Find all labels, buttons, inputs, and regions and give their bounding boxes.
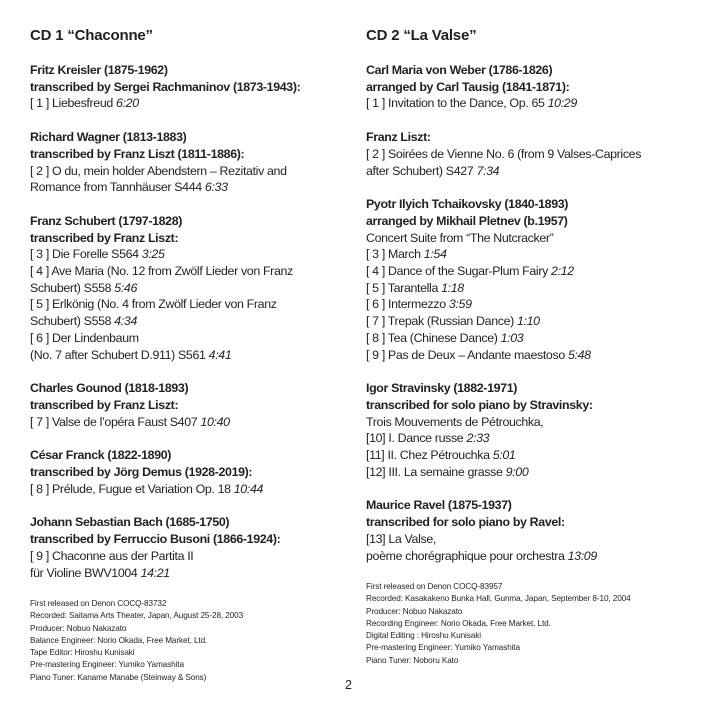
track-duration: 6:33 bbox=[204, 180, 228, 195]
cd1-track-list bbox=[30, 62, 350, 581]
work-section bbox=[366, 497, 686, 564]
track-duration: 9:00 bbox=[505, 464, 529, 479]
work-section bbox=[30, 213, 350, 363]
work-section bbox=[30, 129, 350, 196]
page-number: 2 bbox=[345, 678, 352, 692]
composer-heading: Johann Sebastian Bach (1685-1750) bbox=[30, 515, 230, 530]
track-title: [ 6 ] Der Lindenbaum bbox=[30, 330, 139, 345]
credit-line: Producer: Nobuo Nakazato bbox=[366, 606, 463, 616]
track-title: für Violine BWV1004 bbox=[30, 565, 141, 580]
track-title: [ 7 ] Valse de l’opéra Faust S407 bbox=[30, 414, 201, 429]
track-line bbox=[30, 163, 350, 180]
arranger-heading: transcribed by Jörg Demus (1928-2019): bbox=[30, 465, 253, 480]
track-line bbox=[30, 246, 350, 263]
cd1-column bbox=[30, 26, 350, 684]
track-title: poème chorégraphique pour orchestra bbox=[366, 548, 568, 563]
track-duration: 1:18 bbox=[441, 280, 464, 295]
track-line bbox=[30, 95, 350, 112]
track-duration: 10:44 bbox=[233, 481, 264, 496]
track-line bbox=[366, 347, 686, 364]
track-duration: 5:46 bbox=[114, 280, 138, 295]
arranger-heading: transcribed by Franz Liszt: bbox=[30, 397, 179, 412]
work-section bbox=[30, 62, 350, 112]
track-title: [ 9 ] Chaconne aus der Partita II bbox=[30, 548, 194, 563]
work-section bbox=[30, 514, 350, 581]
track-title: [ 2 ] Soirées de Vienne No. 6 (from 9 Valses-Caprices bbox=[366, 146, 642, 161]
credit-line: Piano Tuner: Noboru Kato bbox=[366, 655, 459, 665]
track-title: [11] II. Chez Pétrouchka bbox=[366, 448, 493, 463]
track-duration: 10:40 bbox=[200, 414, 230, 429]
track-title: [12] III. La semaine grasse bbox=[366, 464, 506, 479]
cd1-credits bbox=[30, 598, 350, 683]
arranger-heading: transcribed by Franz Liszt (1811-1886): bbox=[30, 146, 245, 161]
track-duration: 5:01 bbox=[492, 448, 516, 463]
track-line bbox=[366, 163, 686, 180]
track-line bbox=[366, 146, 686, 163]
cd2-track-list bbox=[366, 62, 686, 564]
credit-line: Digital Editing : Hiroshu Kunisaki bbox=[366, 631, 481, 641]
composer-heading: Maurice Ravel (1875-1937) bbox=[366, 498, 512, 513]
track-title: Schubert) S558 bbox=[30, 280, 115, 295]
track-line bbox=[366, 414, 686, 431]
credit-line: Pre-mastering Engineer: Yumiko Yamashita bbox=[366, 643, 520, 653]
track-title: Trois Mouvements de Pétrouchka, bbox=[366, 414, 544, 429]
track-title: [ 3 ] Die Forelle S564 bbox=[30, 247, 142, 262]
track-line bbox=[30, 280, 350, 297]
track-line bbox=[30, 330, 350, 347]
track-line bbox=[30, 481, 350, 498]
credit-line: Recorded: Saitama Arts Theater, Japan, August 25-28, 2003 bbox=[30, 611, 244, 621]
composer-heading: Richard Wagner (1813-1883) bbox=[30, 130, 187, 145]
arranger-heading: transcribed by Ferruccio Busoni (1866-1924): bbox=[30, 532, 281, 547]
track-line bbox=[30, 548, 350, 565]
credit-line: Piano Tuner: Kaname Manabe (Steinway & Sons) bbox=[30, 672, 207, 682]
track-line bbox=[30, 179, 350, 196]
track-title: [10] I. Dance russe bbox=[366, 431, 467, 446]
track-duration: 3:25 bbox=[141, 247, 165, 262]
cd1-title: CD 1 “Chaconne” bbox=[30, 27, 153, 44]
track-line bbox=[30, 263, 350, 280]
track-line bbox=[366, 246, 686, 263]
arranger-heading: transcribed by Sergei Rachmaninov (1873-1943): bbox=[30, 79, 301, 94]
track-title: [ 4 ] Dance of the Sugar-Plum Fairy bbox=[366, 264, 552, 279]
arranger-heading: arranged by Mikhail Pletnev (b.1957) bbox=[366, 213, 568, 228]
credit-line: First released on Denon COCQ-83732 bbox=[30, 599, 167, 609]
track-duration: 2:12 bbox=[551, 264, 574, 279]
track-title: [ 8 ] Tea (Chinese Dance) bbox=[366, 330, 501, 345]
track-line bbox=[366, 447, 686, 464]
track-line bbox=[366, 531, 686, 548]
track-duration: 1:03 bbox=[500, 330, 524, 345]
track-title: [ 1 ] Liebesfreud bbox=[30, 96, 117, 111]
credit-line: Balance Engineer: Norio Okada, Free Market, Ltd. bbox=[30, 635, 208, 645]
work-section bbox=[30, 447, 350, 497]
track-duration: 1:54 bbox=[423, 247, 447, 262]
track-line bbox=[366, 280, 686, 297]
composer-heading: César Franck (1822-1890) bbox=[30, 448, 172, 463]
track-line bbox=[30, 414, 350, 431]
track-line bbox=[366, 430, 686, 447]
arranger-heading: transcribed for solo piano by Stravinsky: bbox=[366, 397, 593, 412]
track-line bbox=[366, 313, 686, 330]
track-line bbox=[366, 548, 686, 565]
track-duration: 2:33 bbox=[466, 431, 490, 446]
cd2-title: CD 2 “La Valse” bbox=[366, 27, 477, 44]
track-title: [ 8 ] Prélude, Fugue et Variation Op. 18 bbox=[30, 481, 234, 496]
track-title: [ 2 ] O du, mein holder Abendstern – Rezitativ and bbox=[30, 163, 287, 178]
track-duration: 4:34 bbox=[114, 314, 138, 329]
track-duration: 10:29 bbox=[547, 96, 577, 111]
track-line bbox=[366, 464, 686, 481]
track-duration: 3:59 bbox=[448, 297, 472, 312]
track-line bbox=[30, 565, 350, 582]
cd2-credits bbox=[366, 581, 686, 666]
track-title: Romance from Tannhäuser S444 bbox=[30, 180, 205, 195]
credit-line: Tape Editor: Hiroshu Kunisaki bbox=[30, 648, 135, 658]
credit-line: Producer: Nobuo Nakazato bbox=[30, 623, 127, 633]
track-title: [ 9 ] Pas de Deux – Andante maestoso bbox=[366, 347, 568, 362]
arranger-heading: transcribed for solo piano by Ravel: bbox=[366, 515, 565, 530]
composer-heading: Igor Stravinsky (1882-1971) bbox=[366, 381, 518, 396]
credit-line: Recorded: Kasakakeno Bunka Hall, Gunma, Japan, September 8-10, 2004 bbox=[366, 594, 631, 604]
track-title: after Schubert) S427 bbox=[366, 163, 477, 178]
work-section bbox=[366, 129, 686, 179]
track-title: [ 3 ] March bbox=[366, 247, 424, 262]
track-duration: 13:09 bbox=[567, 548, 597, 563]
track-duration: 7:34 bbox=[476, 163, 500, 178]
credit-line: First released on Denon COCQ-83957 bbox=[366, 582, 503, 592]
track-title: (No. 7 after Schubert D.911) S561 bbox=[30, 347, 209, 362]
credit-line: Pre-mastering Engineer: Yumiko Yamashita bbox=[30, 660, 184, 670]
track-title: [ 7 ] Trepak (Russian Dance) bbox=[366, 314, 517, 329]
track-line bbox=[366, 296, 686, 313]
track-line bbox=[30, 347, 350, 364]
track-title: Concert Suite from “The Nutcracker” bbox=[366, 230, 554, 245]
work-section bbox=[30, 380, 350, 430]
composer-heading: Fritz Kreisler (1875-1962) bbox=[30, 63, 168, 77]
track-duration: 5:48 bbox=[567, 347, 591, 362]
track-duration: 1:10 bbox=[517, 314, 540, 329]
composer-heading: Carl Maria von Weber (1786-1826) bbox=[366, 63, 553, 77]
composer-heading: Charles Gounod (1818-1893) bbox=[30, 381, 189, 396]
track-line bbox=[366, 230, 686, 247]
credit-line: Recording Engineer: Norio Okada, Free Market, Ltd. bbox=[366, 618, 551, 628]
track-title: [13] La Valse, bbox=[366, 531, 436, 546]
cd2-column bbox=[366, 26, 686, 667]
track-title: [ 5 ] Tarantella bbox=[366, 280, 442, 295]
track-title: Schubert) S558 bbox=[30, 314, 115, 329]
track-title: [ 4 ] Ave Maria (No. 12 from Zwölf Lieder von Franz bbox=[30, 264, 293, 279]
track-duration: 6:20 bbox=[116, 96, 139, 111]
track-line bbox=[366, 95, 686, 112]
work-section bbox=[366, 62, 686, 112]
track-duration: 14:21 bbox=[140, 565, 170, 580]
arranger-heading: transcribed by Franz Liszt: bbox=[30, 230, 179, 245]
composer-heading: Pyotr Ilyich Tchaikovsky (1840-1893) bbox=[366, 197, 569, 212]
arranger-heading: arranged by Carl Tausig (1841-1871): bbox=[366, 79, 570, 94]
track-line bbox=[366, 263, 686, 280]
track-line bbox=[30, 296, 350, 313]
track-duration: 4:41 bbox=[208, 347, 232, 362]
work-section bbox=[366, 380, 686, 480]
track-line bbox=[30, 313, 350, 330]
track-title: [ 1 ] Invitation to the Dance, Op. 65 bbox=[366, 96, 548, 111]
track-title: [ 6 ] Intermezzo bbox=[366, 297, 449, 312]
track-line bbox=[366, 330, 686, 347]
composer-heading: Franz Liszt: bbox=[366, 130, 431, 145]
composer-heading: Franz Schubert (1797-1828) bbox=[30, 213, 183, 228]
track-title: [ 5 ] Erlkönig (No. 4 from Zwölf Lieder von Franz bbox=[30, 297, 277, 312]
work-section bbox=[366, 196, 686, 363]
